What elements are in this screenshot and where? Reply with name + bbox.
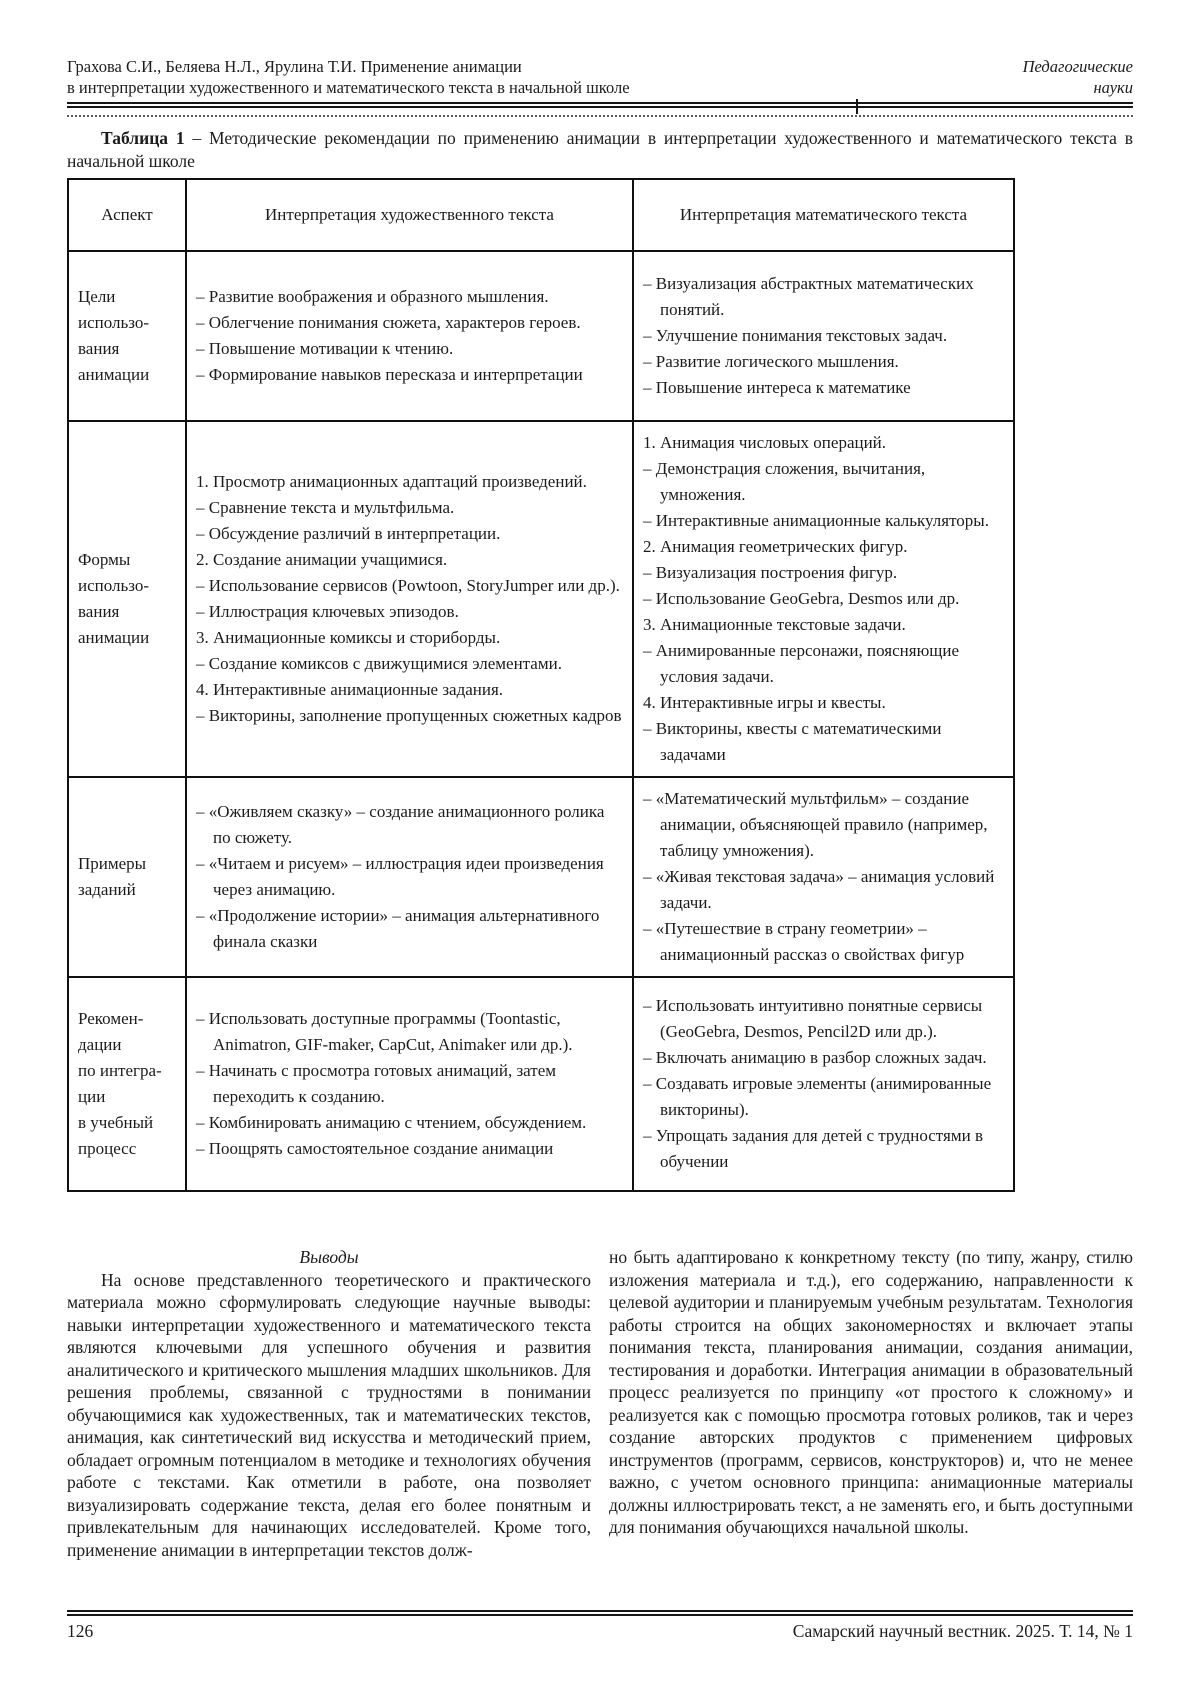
header-divider-tick: [856, 99, 858, 114]
page-number: 126: [67, 1621, 94, 1641]
conclusions-text-right: но быть адаптировано к конкретному тексту (по типу, жанру, стилю изложения материала и т.д.), его содержанию, направленности к целевой аудитории и планируемым учебным результатам. Технология работы строится на общих закономерностях и включает этапы понимания текста, планирования анимации, создания анимации, тестирования и доработки. Интеграция анимации в образовательный процесс реализуется по принципу «от простого к сложному» и реализуется как с помощью просмотра готовых роликов, так и через создание авторских продуктов с применением цифровых инструментов (программ, сервисов, конструкторов) и, что не менее важно, с учетом основного принципа: анимационные материалы должны иллюстрировать текст, а не заменять его, и быть доступными для понимания обучающихся начальной школы.: [609, 1247, 1133, 1537]
aspect-line: использо-: [78, 576, 150, 595]
list-item: – Использовать интуитивно понятные сервисы (GeoGebra, Desmos, Pencil2D или др.).: [643, 996, 983, 1041]
header-cell-math-text: Интерпретация математического текста: [633, 179, 1014, 251]
aspect-line: в учебный: [78, 1113, 154, 1132]
table-row-goals: [68, 251, 1014, 421]
list-item: – «Математический мультфильм» – создание анимации, объясняющей правило (например, таблицу умножения).: [643, 789, 988, 860]
conclusions-section: [67, 1246, 1133, 1561]
list-item: 4. Интерактивные игры и квесты.: [643, 693, 886, 712]
list-item: – Повышение мотивации к чтению.: [196, 339, 454, 358]
running-head-authors: [67, 56, 630, 98]
list-item: – «Читаем и рисуем» – иллюстрация идеи произведения через анимацию.: [196, 854, 604, 899]
list-item: – Формирование навыков пересказа и интерпретации: [196, 365, 583, 384]
list-item: – Визуализация абстрактных математических понятий.: [643, 274, 974, 319]
aspect-line: процесс: [78, 1139, 137, 1158]
list-item: – Упрощать задания для детей с трудностями в обучении: [643, 1126, 983, 1171]
section-line-2: науки: [1093, 78, 1133, 97]
list-item: 1. Анимация числовых операций.: [643, 433, 887, 452]
list-item: – Демонстрация сложения, вычитания, умножения.: [643, 459, 926, 504]
recommendations-table: [67, 178, 1015, 1192]
list-item: – Викторины, квесты с математическими задачами: [643, 719, 942, 764]
section-line-1: Педагогические: [1022, 57, 1133, 76]
header-dotted-rule: [67, 115, 1133, 117]
list-item: 2. Создание анимации учащимися.: [196, 550, 448, 569]
forms-math-cell: [633, 421, 1014, 777]
footer-row: [67, 1619, 1133, 1643]
conclusions-title: Выводы: [299, 1247, 359, 1267]
list-item: 4. Интерактивные анимационные задания.: [196, 680, 504, 699]
list-item: – Поощрять самостоятельное создание анимации: [196, 1139, 554, 1158]
aspect-line: Рекомен-: [78, 1009, 144, 1028]
table-caption-label: Таблица 1: [101, 128, 185, 148]
recommendations-literary-cell: [186, 977, 633, 1191]
goals-math-cell: [633, 251, 1014, 421]
table-row-recommendations: [68, 977, 1014, 1191]
list-item: – Иллюстрация ключевых эпизодов.: [196, 602, 459, 621]
conclusions-text-left: На основе представленного теоретического и практического материала можно сформулировать следующие научные выводы: навыки интерпретации художественного и математического текста являются ключевыми для успешного обучения и развития аналитического и критического мышления младших школьников. Для решения проблемы, связанной с трудностями в понимании обучающимися как художественных, так и математических текстов, анимация, как синтетический вид искусства и методический прием, обладает огромным потенциалом в методике и технологиях обучения работе с текстами. Как отметили в работе, она позволяет визуализировать содержание текста, делая его более понятным и привлекательным для начинающих исследователей. Кроме того, применение анимации в интерпретации текстов долж-: [67, 1269, 591, 1560]
list-item: – Начинать с просмотра готовых анимаций, затем переходить к созданию.: [196, 1061, 557, 1106]
aspect-line: дации: [78, 1035, 122, 1054]
list-item: – Улучшение понимания текстовых задач.: [643, 326, 948, 345]
aspect-line: анимации: [78, 365, 150, 384]
aspect-line: Примеры: [78, 854, 147, 873]
table-row-forms: [68, 421, 1014, 777]
list-item: – Визуализация построения фигур.: [643, 563, 898, 582]
aspect-cell-goals: [68, 251, 186, 421]
list-item: – Включать анимацию в разбор сложных задач.: [643, 1048, 987, 1067]
author-line-1: Грахова С.И., Беляева Н.Л., Ярулина Т.И. Применение анимации: [67, 57, 522, 76]
table-row-examples: [68, 777, 1014, 977]
list-item: – Викторины, заполнение пропущенных сюжетных кадров: [196, 706, 622, 725]
table-caption-text: – Методические рекомендации по применению анимации в интерпретации художественного и математического текста в начальной школе: [67, 128, 1134, 171]
aspect-cell-forms: [68, 421, 186, 777]
list-item: – Сравнение текста и мультфильма.: [196, 498, 455, 517]
table-caption: [67, 127, 1133, 173]
forms-literary-cell: [186, 421, 633, 777]
table-header-row: [68, 179, 1014, 251]
list-item: – Использование сервисов (Powtoon, StoryJumper или др.).: [196, 576, 620, 595]
list-item: – Повышение интереса к математике: [643, 378, 911, 397]
examples-math-cell: [633, 777, 1014, 977]
list-item: – Создание комиксов с движущимися элементами.: [196, 654, 562, 673]
list-item: – «Путешествие в страну геометрии» – анимационный рассказ о свойствах фигур: [643, 919, 965, 964]
list-item: 3. Анимационные текстовые задачи.: [643, 615, 906, 634]
aspect-line: Цели: [78, 287, 116, 306]
list-item: – Развитие воображения и образного мышления.: [196, 287, 549, 306]
aspect-line: заданий: [78, 880, 136, 899]
running-head-section: [1023, 56, 1133, 98]
journal-name: Самарский научный вестник. 2025. Т. 14, № 1: [792, 1621, 1133, 1641]
running-head: [67, 56, 1133, 98]
list-item: – Комбинировать анимацию с чтением, обсуждением.: [196, 1113, 587, 1132]
header-double-rule: [67, 102, 1133, 108]
page-footer: [67, 1606, 1133, 1643]
aspect-line: вания: [78, 602, 120, 621]
list-item: – Создавать игровые элементы (анимированные викторины).: [643, 1074, 992, 1119]
aspect-line: ции: [78, 1087, 106, 1106]
list-item: 1. Просмотр анимационных адаптаций произведений.: [196, 472, 587, 491]
footer-double-rule: [67, 1610, 1133, 1616]
list-item: – «Оживляем сказку» – создание анимационного ролика по сюжету.: [196, 802, 605, 847]
header-cell-literary-text: Интерпретация художественного текста: [186, 179, 633, 251]
aspect-line: по интегра-: [78, 1061, 162, 1080]
goals-literary-cell: [186, 251, 633, 421]
aspect-line: анимации: [78, 628, 150, 647]
list-item: – Использовать доступные программы (Toontastic, Animatron, GIF-maker, CapCut, Animaker или др.).: [196, 1009, 573, 1054]
list-item: – Развитие логического мышления.: [643, 352, 899, 371]
aspect-line: использо-: [78, 313, 150, 332]
list-item: – Анимированные персонажи, поясняющие условия задачи.: [643, 641, 960, 686]
list-item: 3. Анимационные комиксы и сториборды.: [196, 628, 501, 647]
list-item: – Облегчение понимания сюжета, характеров героев.: [196, 313, 581, 332]
conclusions-column-right: [609, 1246, 1133, 1561]
list-item: – «Живая текстовая задача» – анимация условий задачи.: [643, 867, 995, 912]
conclusions-column-left: [67, 1246, 591, 1561]
list-item: – Использование GeoGebra, Desmos или др.: [643, 589, 960, 608]
recommendations-math-cell: [633, 977, 1014, 1191]
author-line-2: в интерпретации художественного и математического текста в начальной школе: [67, 78, 630, 97]
aspect-line: вания: [78, 339, 120, 358]
list-item: – Обсуждение различий в интерпретации.: [196, 524, 501, 543]
aspect-line: Формы: [78, 550, 131, 569]
aspect-cell-recommendations: [68, 977, 186, 1191]
list-item: – «Продолжение истории» – анимация альтернативного финала сказки: [196, 906, 600, 951]
aspect-cell-examples: [68, 777, 186, 977]
list-item: 2. Анимация геометрических фигур.: [643, 537, 908, 556]
list-item: – Интерактивные анимационные калькуляторы.: [643, 511, 989, 530]
examples-literary-cell: [186, 777, 633, 977]
header-cell-aspect: Аспект: [68, 179, 186, 251]
